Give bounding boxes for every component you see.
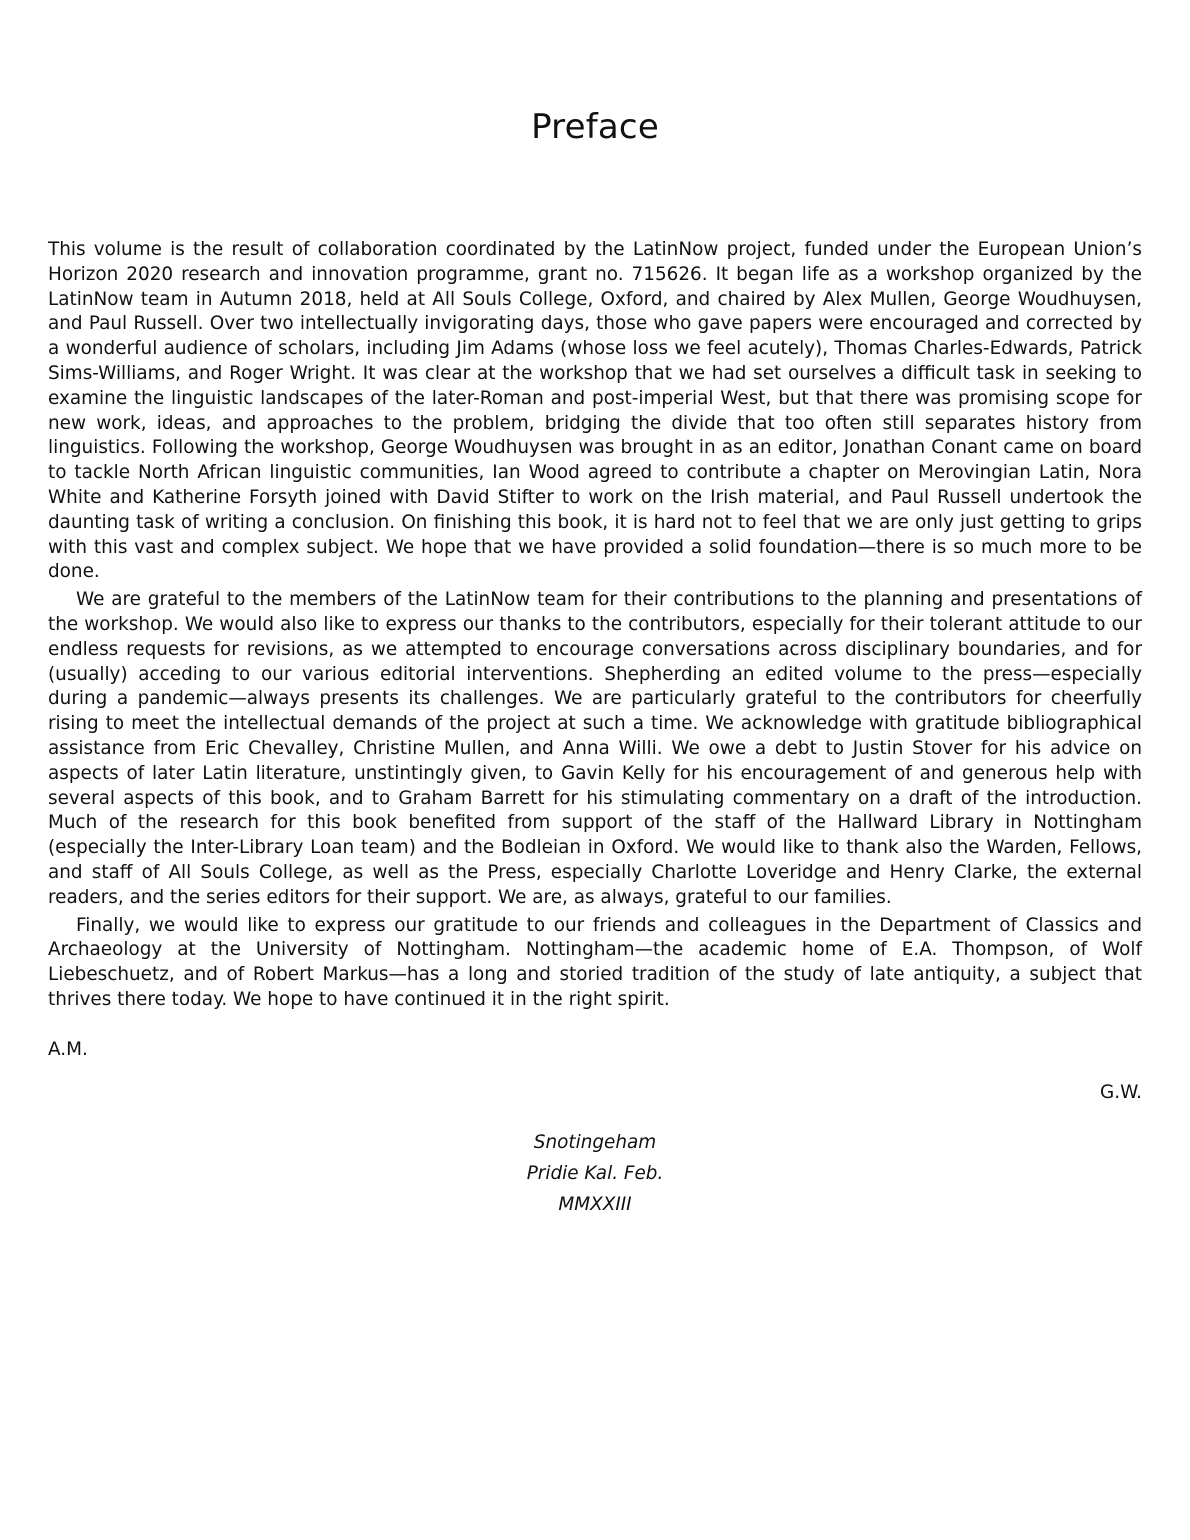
signature-initials-gw: G.W. [1099, 1081, 1142, 1103]
preface-page [48, 0, 1142, 1220]
paragraph-2: We are grateful to the members of the LatinNow team for their contributions to the planning and presentations of the workshop. We would also like to express our thanks to the contributors, especially for their tolerant attitude to our endless requests for revisions, as we attempted to encourage conversations across disciplinary boundaries, and for (usually) acceding to our various editorial interventions. Shepherding an edited volume to the press—especially during a pandemic—always presents its challenges. We are particularly grateful to the contributors for cheerfully rising to meet the intellectual demands of the project at such a time. We acknowledge with gratitude bibliographical assistance from Eric Chevalley, Christine Mullen, and Anna Willi. We owe a debt to Justin Stover for his advice on aspects of later Latin literature, unstintingly given, to Gavin Kelly for his encouragement of and generous help with several aspects of this book, and to Graham Barrett for his stimulating commentary on a draft of the introduction. Much of the research for this book benefited from support of the staff of the Hallward Library in Nottingham (especially the Inter-Library Loan team) and the Bodleian in Oxford. We would like to thank also the Warden, Fellows, and staff of All Souls College, as well as the Press, especially Charlotte Loveridge and Henry Clarke, the external readers, and the series editors for their support. We are, as always, grateful to our families. [48, 589, 1142, 908]
page-title: Preface [531, 107, 659, 147]
dateline [48, 1127, 1142, 1220]
signature-initials-am: A.M. [48, 1038, 88, 1060]
preface-body [48, 238, 1142, 1013]
paragraph-3: Finally, we would like to express our gratitude to our friends and colleagues in the Department of Classics and Archaeology at the University of Nottingham. Nottingham—the academic home of E.A. Thompson, of Wolf Liebeschuetz, and of Robert Markus—has a long and storied tradition of the study of late antiquity, a subject that thrives there today. We hope to have continued it in the right spirit. [48, 914, 1142, 1010]
paragraph-1: This volume is the result of collaboration coordinated by the LatinNow project, funded under the European Union’s Horizon 2020 research and innovation programme, grant no. 715626. It began life as a workshop organized by the LatinNow team in Autumn 2018, held at All Souls College, Oxford, and chaired by Alex Mullen, George Woudhuysen, and Paul Russell. Over two intellectually invigorating days, those who gave papers were encouraged and corrected by a wonderful audience of scholars, including Jim Adams (whose loss we feel acutely), Thomas Charles-Edwards, Patrick Sims-Williams, and Roger Wright. It was clear at the workshop that we had set ourselves a difficult task in seeking to examine the linguistic landscapes of the later-Roman and post-imperial West, but that there was promising scope for new work, ideas, and approaches to the problem, bridging the divide that too often still separates history from linguistics. Following the workshop, George Woudhuysen was brought in as an editor, Jonathan Conant came on board to tackle North African linguistic communities, Ian Wood agreed to contribute a chapter on Merovingian Latin, Nora White and Katherine Forsyth joined with David Stifter to work on the Irish material, and Paul Russell undertook the daunting task of writing a conclusion. On finishing this book, it is hard not to feel that we are only just getting to grips with this vast and complex subject. We hope that we have provided a solid foundation—there is so much more to be done. [48, 239, 1142, 583]
dateline-place: Snotingeham [533, 1131, 657, 1153]
dateline-day: Pridie Kal. Feb. [526, 1162, 664, 1184]
dateline-year: MMXXIII [558, 1193, 632, 1215]
